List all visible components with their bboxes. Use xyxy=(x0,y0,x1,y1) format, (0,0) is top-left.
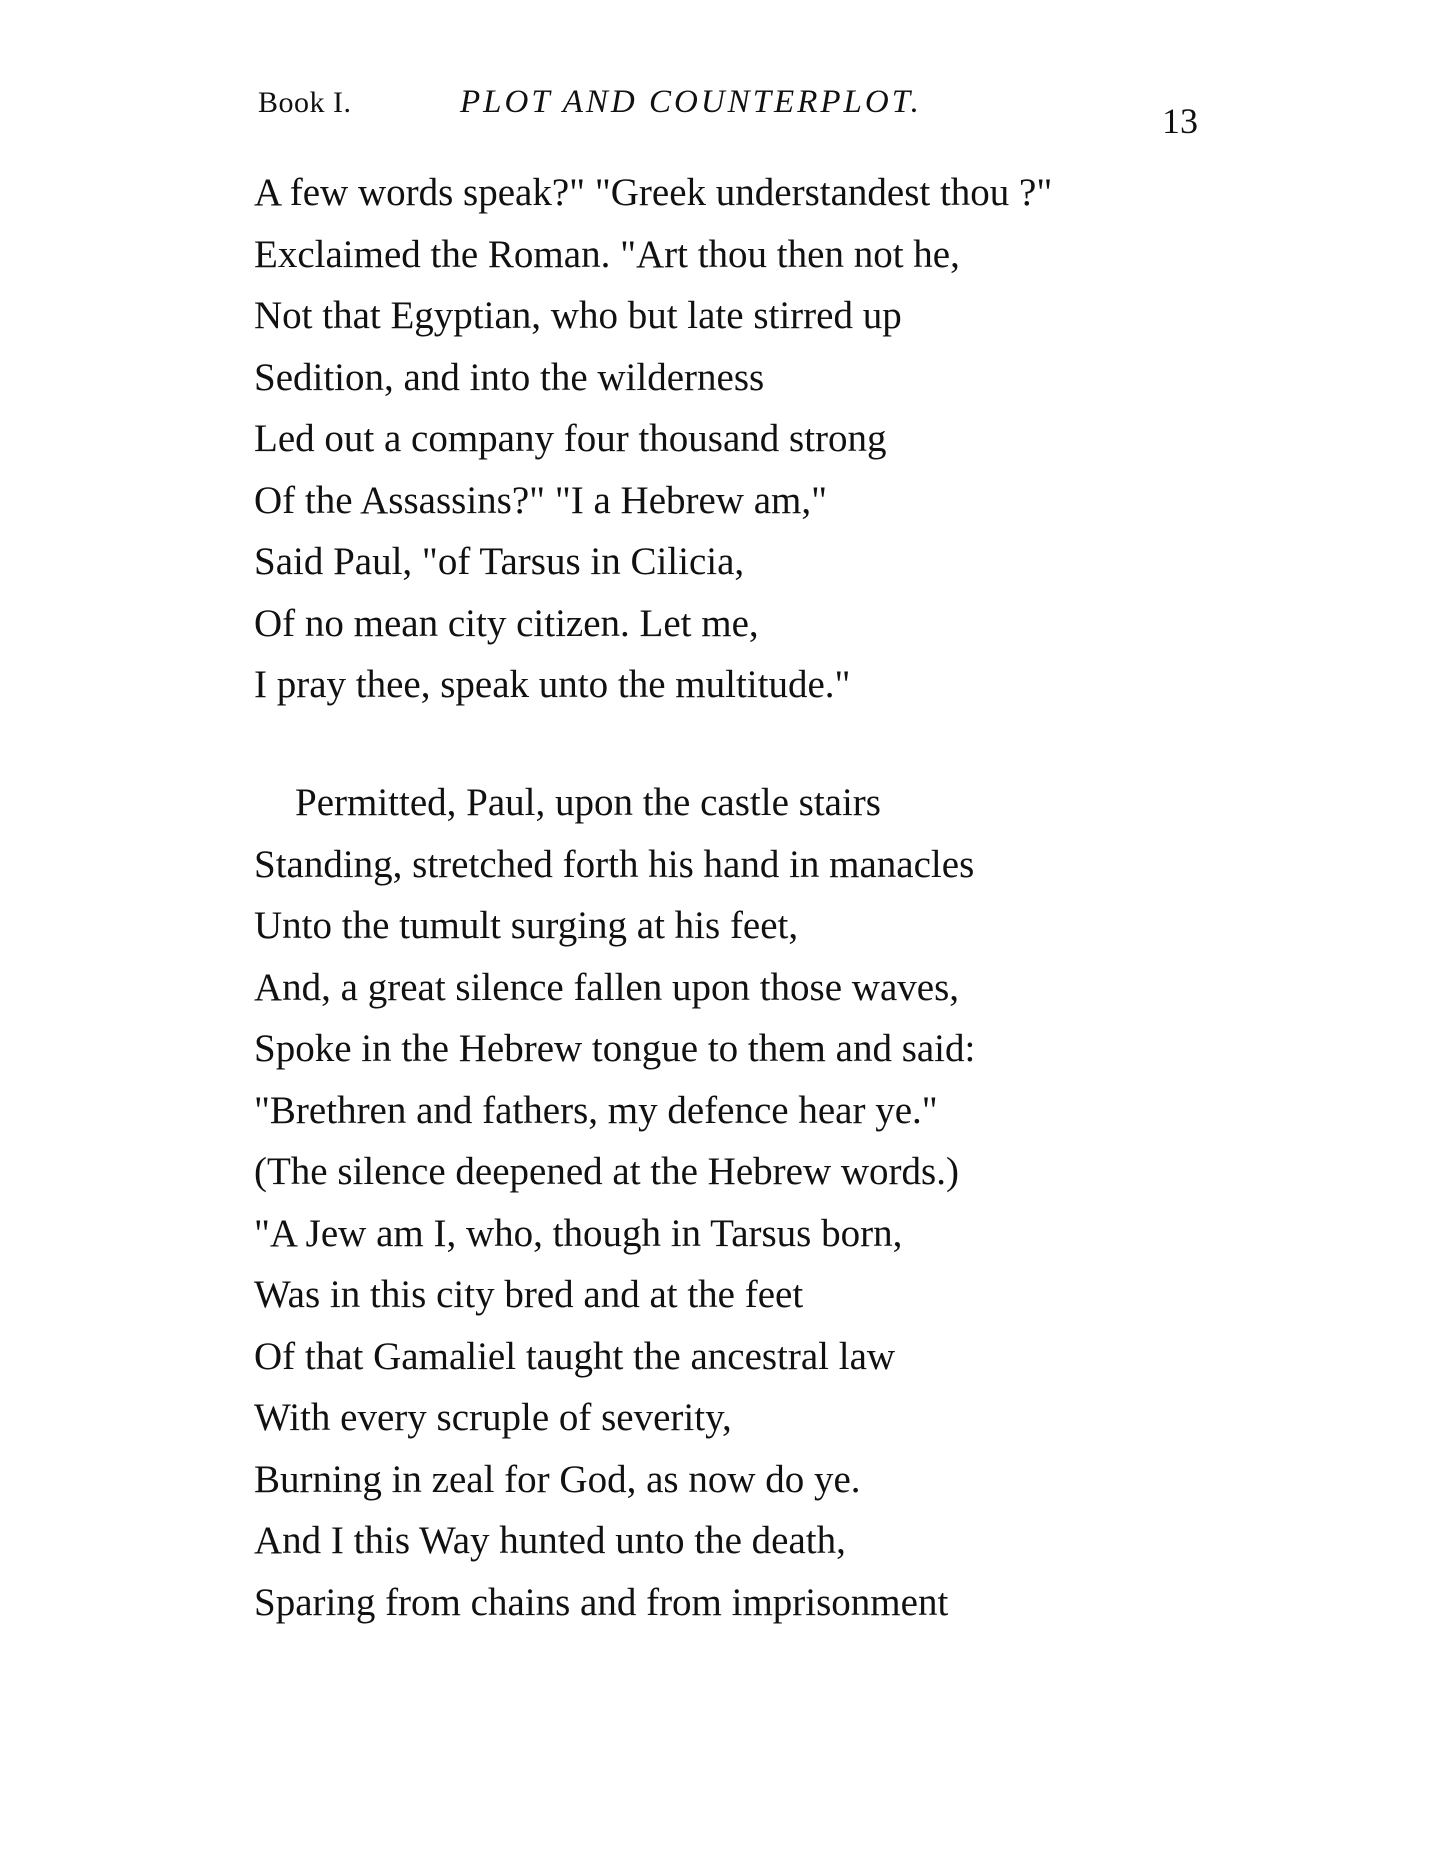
verse-line: Of no mean city citizen. Let me, xyxy=(254,601,759,645)
running-head xyxy=(258,82,1218,142)
verse-line: Not that Egyptian, who but late stirred up xyxy=(254,294,902,337)
verse-line: "A Jew am I, who, though in Tarsus born, xyxy=(254,1211,903,1255)
verse-line: Exclaimed the Roman. "Art thou then not he, xyxy=(254,232,960,276)
verse-line: Sedition, and into the wilderness xyxy=(254,355,765,399)
verse-line: Spoke in the Hebrew tongue to them and said: xyxy=(254,1027,976,1070)
verse-line: With every scruple of severity, xyxy=(254,1396,732,1439)
verse-line: Of the Assassins?" "I a Hebrew am," xyxy=(254,478,828,522)
verse-line: Of that Gamaliel taught the ancestral law xyxy=(254,1334,896,1378)
verse-line: Permitted, Paul, upon the castle stairs xyxy=(295,781,881,824)
running-title: PLOT AND COUNTERPLOT. xyxy=(460,84,922,120)
book-label: Book I. xyxy=(258,86,352,119)
verse-line: Said Paul, "of Tarsus in Cilicia, xyxy=(254,540,745,583)
verse-line: Sparing from chains and from imprisonment xyxy=(254,1580,949,1624)
verse-line: And I this Way hunted unto the death, xyxy=(254,1519,846,1562)
verse-line: Led out a company four thousand strong xyxy=(254,417,887,460)
verse-line: Burning in zeal for God, as now do ye. xyxy=(254,1457,861,1501)
verse-line: (The silence deepened at the Hebrew words.) xyxy=(254,1150,959,1193)
verse-line: "Brethren and fathers, my defence hear ye." xyxy=(254,1088,938,1132)
stanza-2 xyxy=(254,772,975,1633)
stanza-1 xyxy=(254,162,1052,716)
verse-line: I pray thee, speak unto the multitude." xyxy=(254,663,851,706)
page-number: 13 xyxy=(1162,101,1198,141)
verse-line: And, a great silence fallen upon those waves, xyxy=(254,965,960,1009)
verse-line: Was in this city bred and at the feet xyxy=(254,1273,804,1316)
verse-line: Unto the tumult surging at his feet, xyxy=(254,904,799,947)
verse-line: A few words speak?" "Greek understandest thou ?" xyxy=(254,171,1053,214)
verse-line: Standing, stretched forth his hand in manacles xyxy=(254,842,975,886)
